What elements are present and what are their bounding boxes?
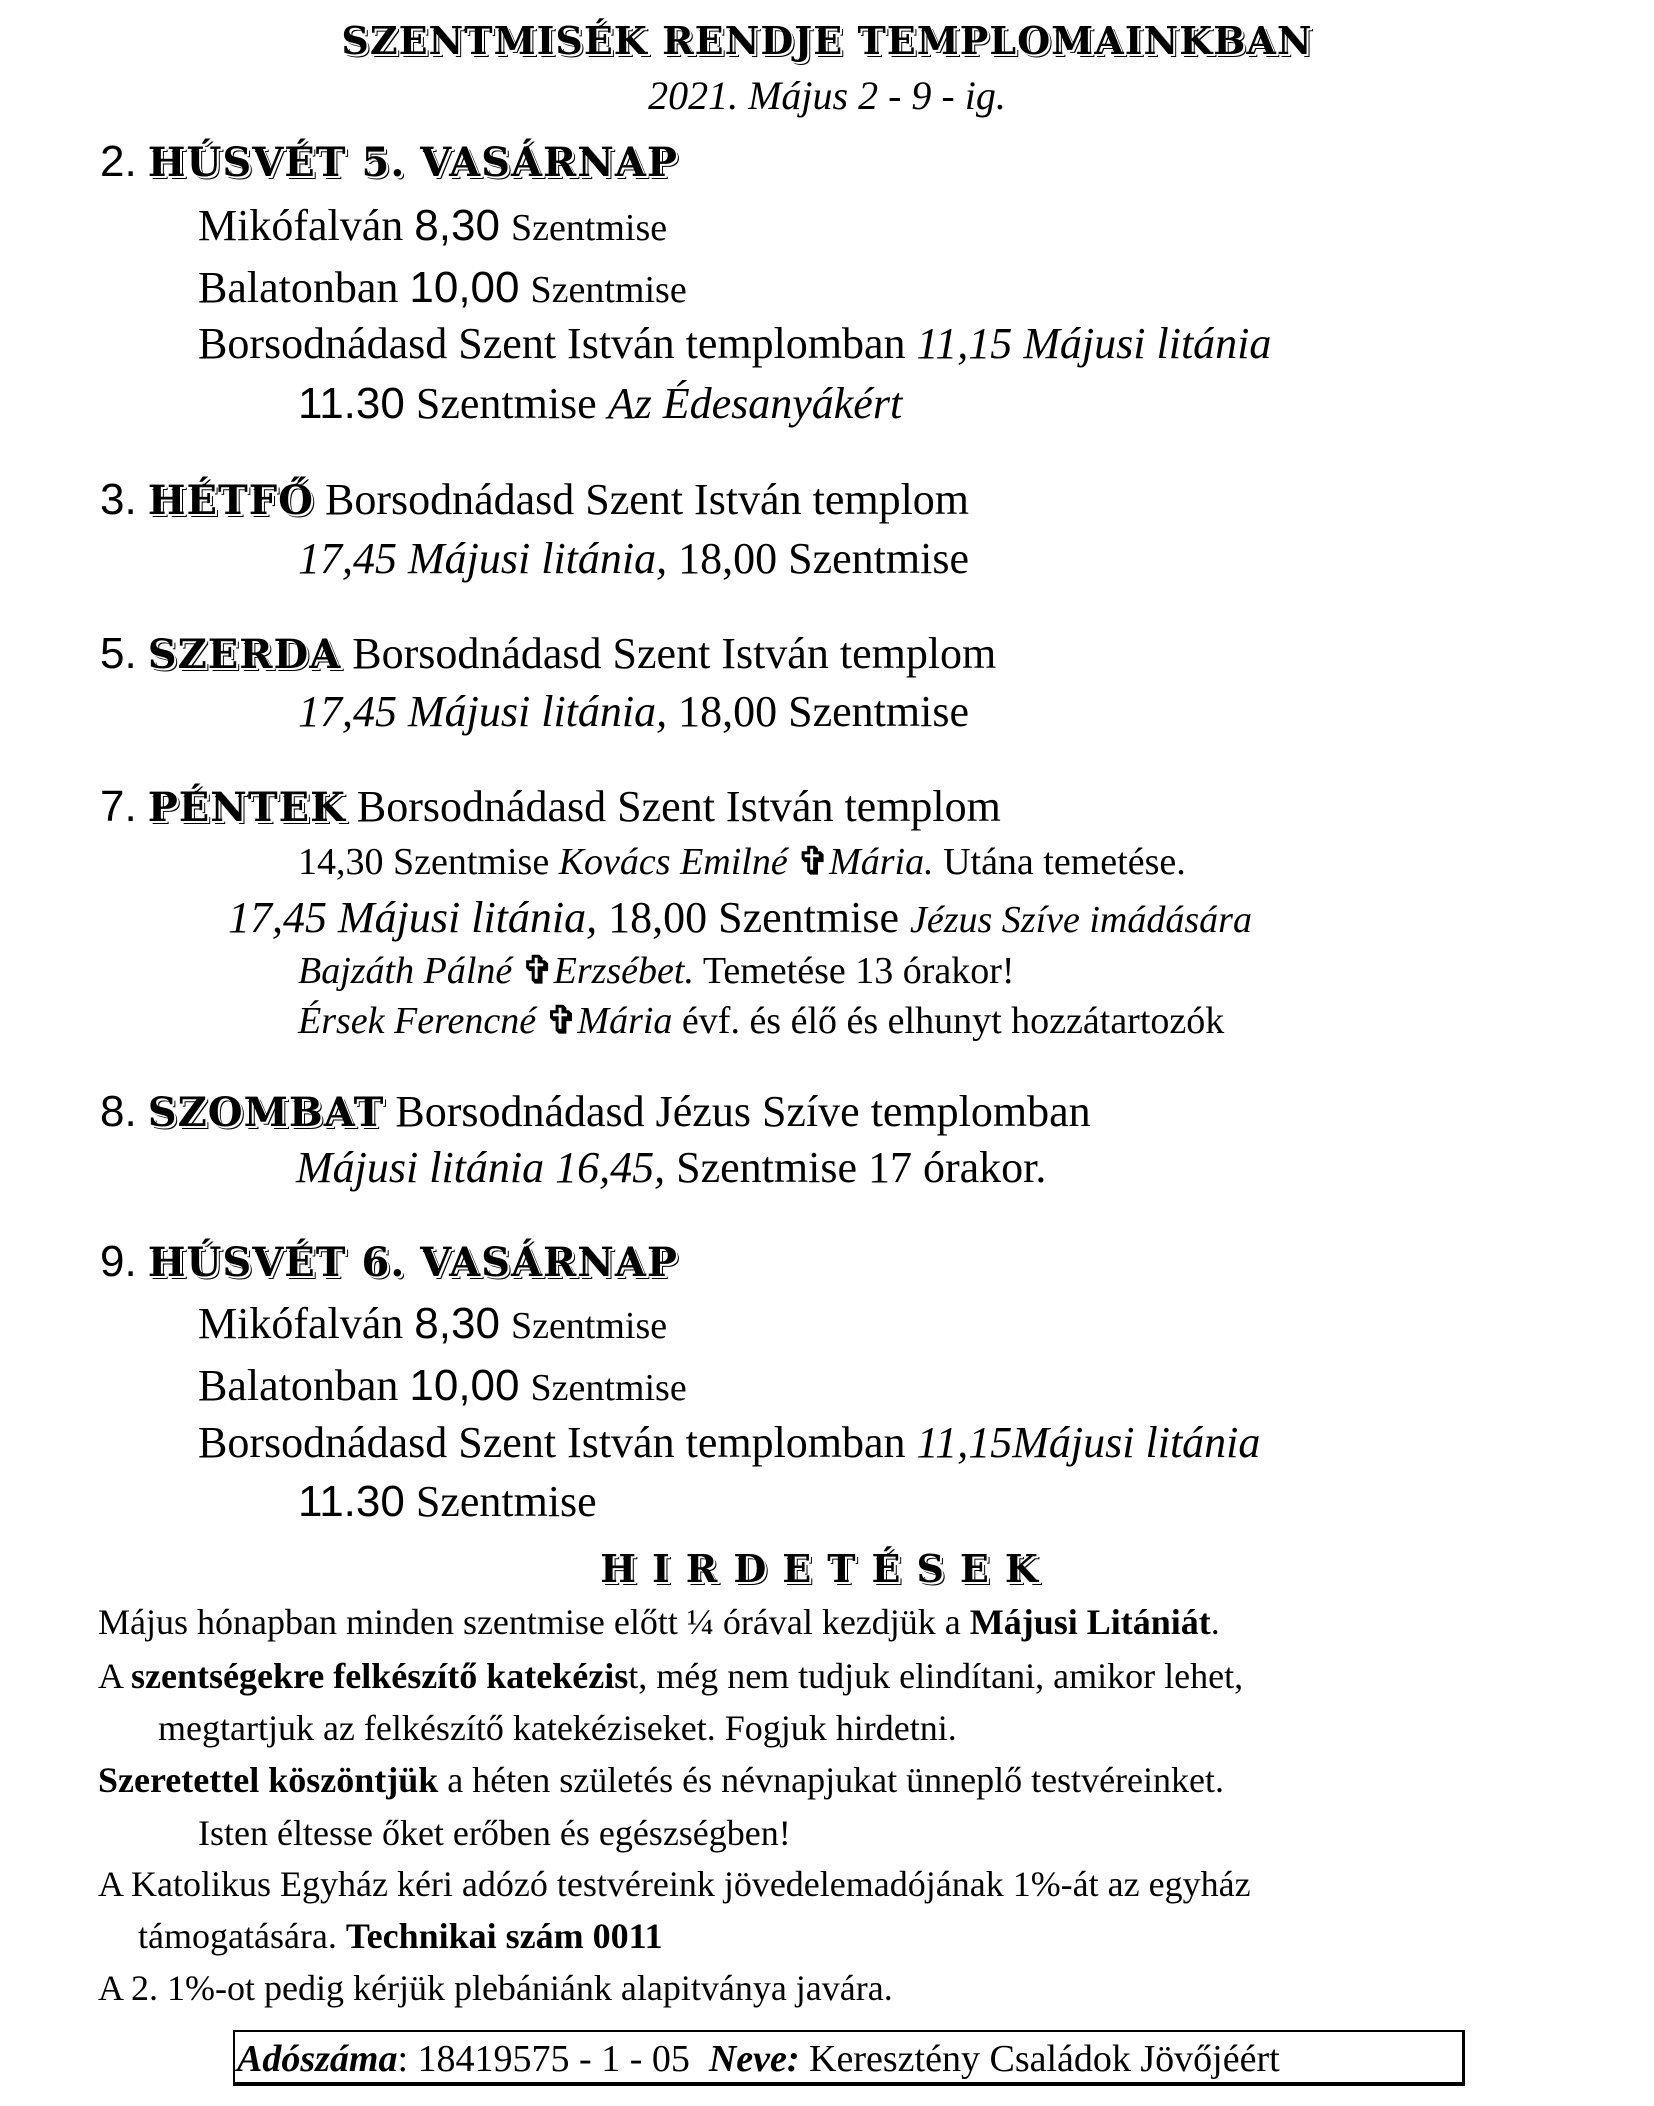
- announcement-line: [98, 1762, 1224, 1798]
- time: 10,00: [409, 1361, 520, 1410]
- schedule-line: [198, 1361, 687, 1410]
- day-heading-7: [100, 782, 1001, 831]
- day-number: 3.: [100, 475, 137, 524]
- name-value: Keresztény Családok Jövőjéért: [809, 2038, 1280, 2080]
- intention: Jézus Szíve imádására: [909, 899, 1252, 941]
- note: Utána temetése.: [943, 841, 1186, 883]
- schedule-line: [198, 201, 668, 250]
- announcement-line: [138, 1918, 663, 1954]
- place: Mikófalván: [198, 1299, 404, 1348]
- announcement-line: [98, 1604, 1220, 1640]
- text: a héten születés és névnapjukat ünneplő testvéreinket.: [438, 1760, 1224, 1800]
- day-number: 9.: [100, 1237, 137, 1286]
- mass: 14,30 Szentmise: [298, 841, 550, 883]
- text: A: [98, 1656, 132, 1696]
- event: Szentmise: [510, 207, 668, 249]
- schedule-line: [298, 687, 969, 736]
- emphasis: Szeretettel köszöntjük: [98, 1760, 439, 1800]
- day-name: HÚSVÉT 6. VASÁRNAP: [147, 1239, 678, 1286]
- mass: 18,00 Szentmise: [608, 893, 899, 942]
- day-heading-3: [100, 475, 970, 524]
- place: Borsodnádasd Szent István templomban: [198, 1418, 906, 1467]
- name-label: Neve:: [708, 2038, 800, 2080]
- announcements-heading: HIRDETÉSEK: [600, 1546, 1054, 1591]
- emphasis: Technikai szám 0011: [345, 1916, 663, 1956]
- emphasis: Májusi Litániát: [969, 1602, 1211, 1642]
- litany: 17,45 Májusi litánia,: [228, 893, 598, 942]
- day-name: PÉNTEK: [147, 784, 346, 831]
- litany: Májusi litánia 16,45,: [296, 1143, 666, 1192]
- announcement-line: megtartjuk az felkészítő katekéziseket. Fogjuk hirdetni.: [158, 1708, 957, 1748]
- announcement-line: [98, 1658, 1243, 1694]
- day-number: 8.: [100, 1087, 137, 1136]
- day-number: 7.: [100, 782, 137, 831]
- place: Mikófalván: [198, 201, 404, 250]
- time: 8,30: [414, 201, 500, 250]
- day-heading-9: [100, 1237, 678, 1286]
- litany-time: 11,15 Májusi litánia: [916, 319, 1272, 368]
- note: Temetése 13 órakor!: [702, 950, 1015, 992]
- tax-info-line: [237, 2040, 1280, 2078]
- event: Szentmise: [530, 269, 687, 311]
- deceased: Mária.: [829, 841, 934, 883]
- mass: Szentmise 17 órakor.: [676, 1143, 1047, 1192]
- cross-icon: ✞: [521, 950, 554, 992]
- event: Szentmise: [415, 1477, 597, 1526]
- schedule-line: [298, 1002, 1224, 1040]
- time: 8,30: [414, 1299, 500, 1348]
- tax-info-box: [233, 2030, 1465, 2086]
- time: 11.30: [298, 1477, 405, 1526]
- cross-icon: ✞: [545, 1000, 578, 1042]
- mass: 18,00 Szentmise: [678, 534, 969, 583]
- location: Borsodnádasd Szent István templom: [352, 629, 997, 678]
- schedule-line: [228, 893, 1252, 942]
- schedule-line: [296, 1143, 1047, 1192]
- schedule-line: [198, 1299, 668, 1348]
- intention: Kovács Emilné: [558, 841, 788, 883]
- note: évf. és élő és elhunyt hozzátartozók: [681, 1000, 1225, 1042]
- tax-number: : 18419575 - 1 - 05: [397, 2038, 690, 2080]
- text: Május hónapban minden szentmise előtt ¼ órával kezdjük a: [98, 1602, 970, 1642]
- schedule-line: [298, 379, 903, 428]
- intention: Érsek Ferencné: [298, 1000, 537, 1042]
- day-heading-5: [100, 629, 997, 678]
- time: 11.30: [298, 379, 405, 428]
- time: 10,00: [409, 263, 520, 312]
- intention: Az Édesanyákért: [607, 379, 903, 428]
- text: t, még nem tudjuk elindítani, amikor lehet,: [628, 1656, 1244, 1696]
- day-heading-8: [100, 1087, 1091, 1136]
- deceased: Erzsébet.: [553, 950, 694, 992]
- text: .: [1210, 1602, 1220, 1642]
- announcement-line: A Katolikus Egyház kéri adózó testvéreink jövedelemadójának 1%-át az egyház: [98, 1864, 1251, 1904]
- day-name: HÚSVÉT 5. VASÁRNAP: [147, 139, 678, 186]
- day-name: SZOMBAT: [147, 1089, 385, 1136]
- litany: 17,45 Májusi litánia,: [298, 687, 668, 736]
- location: Borsodnádasd Szent István templom: [356, 782, 1001, 831]
- litany: 17,45 Májusi litánia,: [298, 534, 668, 583]
- litany-time: 11,15Májusi litánia: [916, 1418, 1261, 1467]
- location: Borsodnádasd Jézus Szíve templomban: [395, 1087, 1091, 1136]
- schedule-line: [198, 1418, 1261, 1467]
- deceased: Mária: [577, 1000, 673, 1042]
- schedule-line: [198, 263, 687, 312]
- schedule-line: [298, 1477, 597, 1526]
- location: Borsodnádasd Szent István templom: [325, 475, 970, 524]
- day-name: HÉTFŐ: [147, 477, 314, 524]
- schedule-line: [298, 843, 1186, 881]
- event: Szentmise: [415, 379, 597, 428]
- schedule-line: [198, 319, 1272, 368]
- place: Borsodnádasd Szent István templomban: [198, 319, 906, 368]
- intention: Bajzáth Pálné: [298, 950, 513, 992]
- mass: 18,00 Szentmise: [678, 687, 969, 736]
- schedule-line: [298, 534, 969, 583]
- event: Szentmise: [530, 1367, 687, 1409]
- tax-label: Adószáma: [237, 2038, 398, 2080]
- announcement-line: Isten éltesse őket erőben és egészségben!: [198, 1813, 791, 1853]
- day-name: SZERDA: [147, 631, 342, 678]
- day-heading-2: [100, 137, 678, 186]
- schedule-line: [298, 952, 1015, 990]
- day-number: 5.: [100, 629, 137, 678]
- announcement-line: A 2. 1%-ot pedig kérjük plebániánk alapitványa javára.: [98, 1968, 893, 2008]
- text: támogatására.: [138, 1916, 346, 1956]
- emphasis: szentségekre felkészítő katekézis: [131, 1656, 629, 1696]
- cross-icon: ✞: [797, 841, 830, 883]
- event: Szentmise: [510, 1305, 668, 1347]
- day-number: 2.: [100, 137, 137, 186]
- page-title: SZENTMISÉK RENDJE TEMPLOMAINKBAN: [341, 18, 1313, 63]
- place: Balatonban: [198, 1361, 399, 1410]
- place: Balatonban: [198, 263, 399, 312]
- date-range: 2021. Május 2 - 9 - ig.: [648, 73, 1006, 118]
